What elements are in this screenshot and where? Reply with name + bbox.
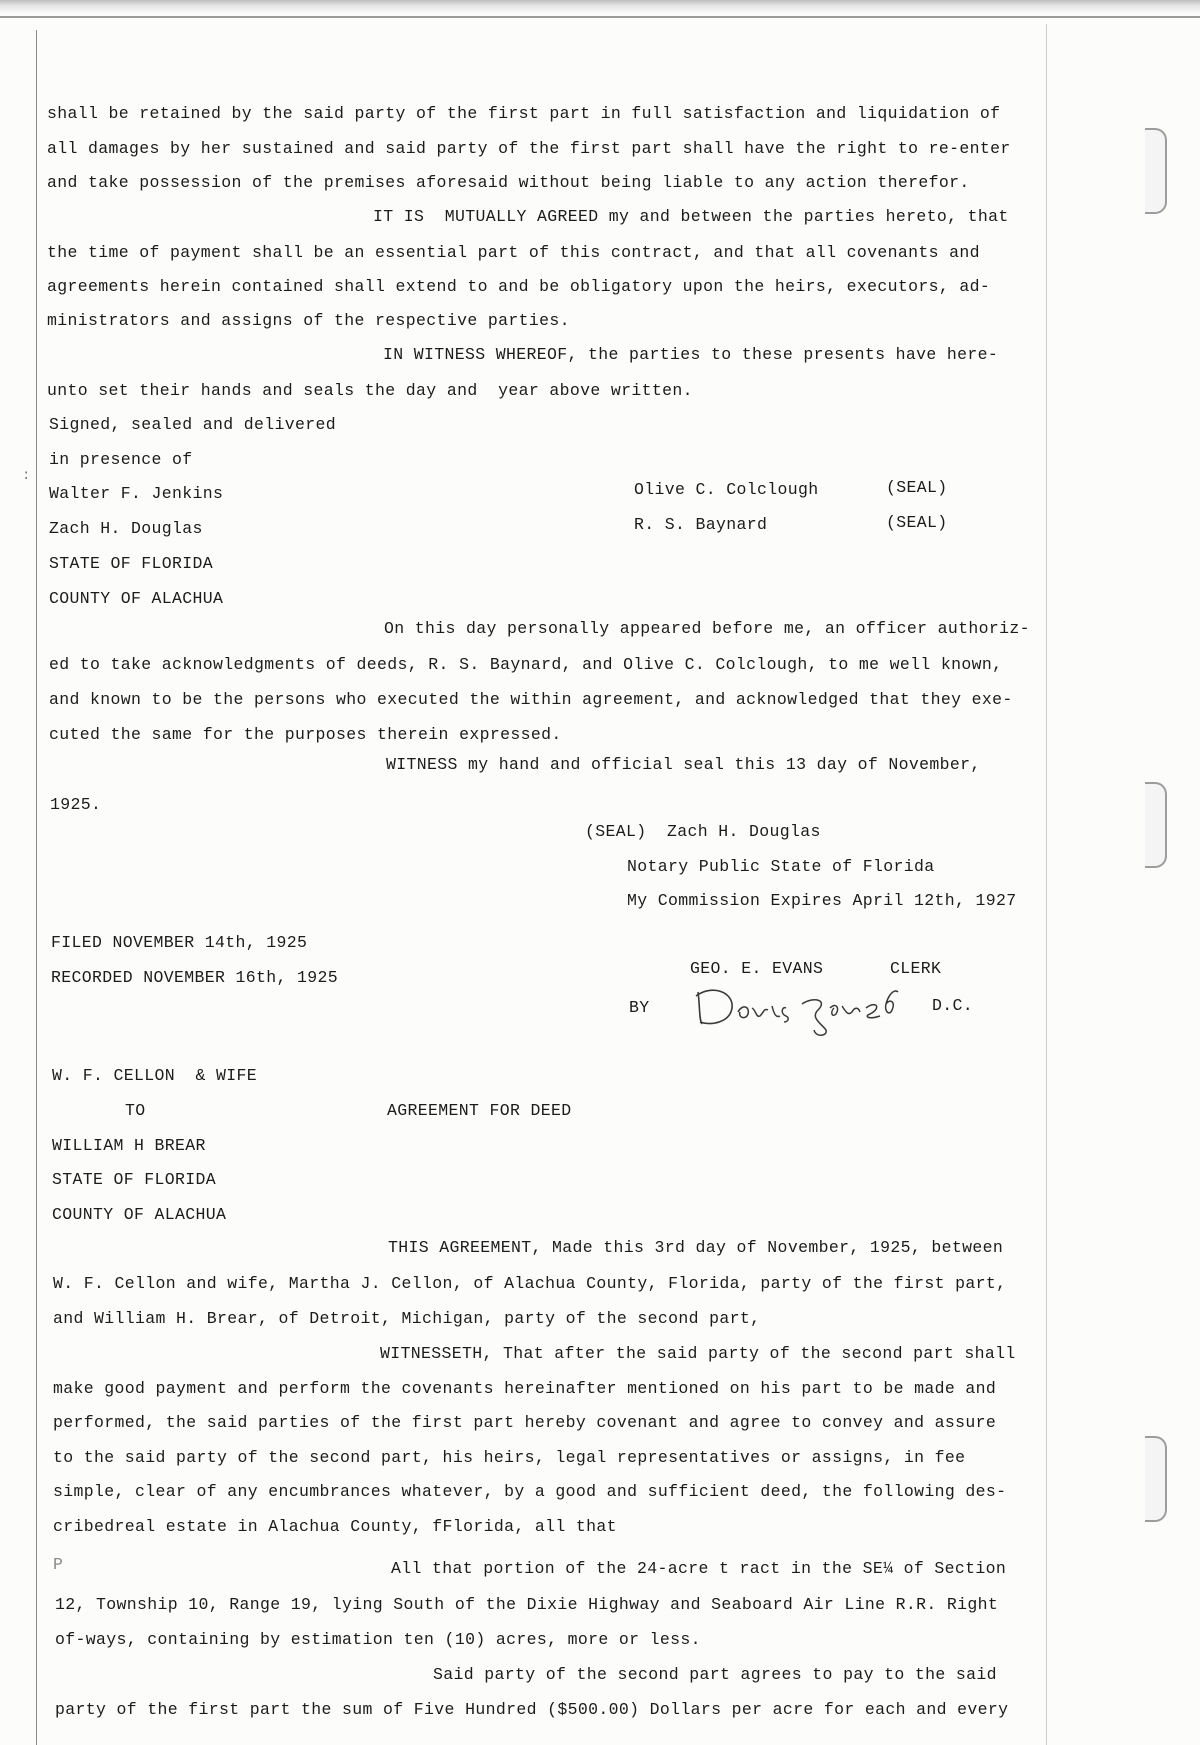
line-44: make good payment and perform the covenants hereinafter mentioned on his part to be made and	[53, 1379, 997, 1398]
line-12: Walter F. Jenkins	[49, 484, 224, 503]
line-41: W. F. Cellon and wife, Martha J. Cellon, of Alachua County, Florida, party of the first part,	[53, 1274, 1007, 1293]
state-label: STATE OF FLORIDA	[52, 1170, 217, 1189]
deputy-clerk-label: D.C.	[932, 996, 974, 1015]
top-rule	[0, 16, 1200, 18]
seal-1: (SEAL)	[886, 478, 948, 497]
page-top-edge	[0, 0, 1200, 14]
recorded-date: RECORDED NOVEMBER 16th, 1925	[51, 968, 339, 987]
line-18: and known to be the persons who executed the within agreement, and acknowledged that they exe-	[49, 690, 1013, 709]
county-label: COUNTY OF ALACHUA	[52, 1205, 227, 1224]
line-46: to the said party of the second part, his heirs, legal representatives or assigns, in fee	[53, 1448, 966, 1467]
line-21: 1925.	[50, 795, 102, 814]
line-15: COUNTY OF ALACHUA	[49, 589, 224, 608]
filed-date: FILED NOVEMBER 14th, 1925	[51, 933, 308, 952]
line-19: cuted the same for the purposes therein expressed.	[49, 725, 562, 744]
seal-2: (SEAL)	[886, 513, 948, 532]
line-2: all damages by her sustained and said party of the first part shall have the right to re-enter	[47, 139, 1011, 158]
line-52: of-ways, containing by estimation ten (10) acres, more or less.	[55, 1630, 701, 1649]
commission-expiry: My Commission Expires April 12th, 1927	[627, 891, 1017, 910]
binder-hole-top	[1145, 128, 1167, 214]
line-1: shall be retained by the said party of the first part in full satisfaction and liquidation of	[47, 104, 1001, 123]
line-17: ed to take acknowledgments of deeds, R. S. Baynard, and Olive C. Colclough, to me well known,	[49, 655, 1003, 674]
line-50: All that portion of the 24-acre t ract in the SE¼ of Section	[391, 1559, 1007, 1578]
line-10: Signed, sealed and delivered	[49, 415, 337, 434]
signer-baynard: R. S. Baynard	[634, 515, 768, 534]
line-4: IT IS MUTUALLY AGREED my and between the parties hereto, that	[373, 207, 1009, 226]
line-45: performed, the said parties of the first part hereby covenant and agree to convey and assure	[53, 1413, 997, 1432]
line-11: in presence of	[49, 450, 193, 469]
clerk-name: GEO. E. EVANS	[690, 959, 824, 978]
line-3: and take possession of the premises aforesaid without being liable to any action therefor.	[47, 173, 970, 192]
line-53: Said party of the second part agrees to pay to the said	[433, 1665, 997, 1684]
line-43: WITNESSETH, That after the said party of the second part shall	[380, 1344, 1016, 1363]
line-6: agreements herein contained shall extend to and be obligatory upon the heirs, executors, ad-	[47, 277, 991, 296]
to-label: TO	[125, 1101, 146, 1120]
margin-letter: P	[53, 1555, 64, 1574]
line-20: WITNESS my hand and official seal this 13 day of November,	[386, 755, 981, 774]
party-second: WILLIAM H BREAR	[52, 1136, 206, 1155]
clerk-title: CLERK	[890, 959, 942, 978]
notary-name: (SEAL) Zach H. Douglas	[585, 822, 821, 841]
line-13: Zach H. Douglas	[49, 519, 203, 538]
line-8: IN WITNESS WHEREOF, the parties to these presents have here-	[383, 345, 999, 364]
right-margin-rule	[1046, 24, 1047, 1745]
party-first: W. F. CELLON & WIFE	[52, 1066, 258, 1085]
line-14: STATE OF FLORIDA	[49, 554, 214, 573]
binder-hole-middle	[1145, 782, 1167, 868]
signer-olive: Olive C. Colclough	[634, 480, 819, 499]
notary-title: Notary Public State of Florida	[627, 857, 935, 876]
line-54: party of the first part the sum of Five Hundred ($500.00) Dollars per acre for each and every	[55, 1700, 1009, 1719]
line-16: On this day personally appeared before me, an officer authoriz-	[384, 619, 1030, 638]
margin-mark: :	[22, 468, 31, 484]
line-42: and William H. Brear, of Detroit, Michigan, party of the second part,	[53, 1309, 761, 1328]
handwritten-signature	[690, 978, 920, 1036]
line-51: 12, Township 10, Range 19, lying South of the Dixie Highway and Seaboard Air Line R.R. Right	[55, 1595, 999, 1614]
line-7: ministrators and assigns of the respective parties.	[47, 311, 570, 330]
binder-hole-bottom	[1145, 1436, 1167, 1522]
line-5: the time of payment shall be an essential part of this contract, and that all covenants and	[47, 243, 980, 262]
left-margin-rule	[36, 30, 37, 1745]
line-47: simple, clear of any encumbrances whatever, by a good and sufficient deed, the following des-	[53, 1482, 1007, 1501]
line-9: unto set their hands and seals the day and year above written.	[47, 381, 693, 400]
line-40: THIS AGREEMENT, Made this 3rd day of November, 1925, between	[388, 1238, 1004, 1257]
line-48: cribedreal estate in Alachua County, fFlorida, all that	[53, 1517, 617, 1536]
by-label: BY	[629, 998, 650, 1017]
instrument-title: AGREEMENT FOR DEED	[387, 1101, 572, 1120]
